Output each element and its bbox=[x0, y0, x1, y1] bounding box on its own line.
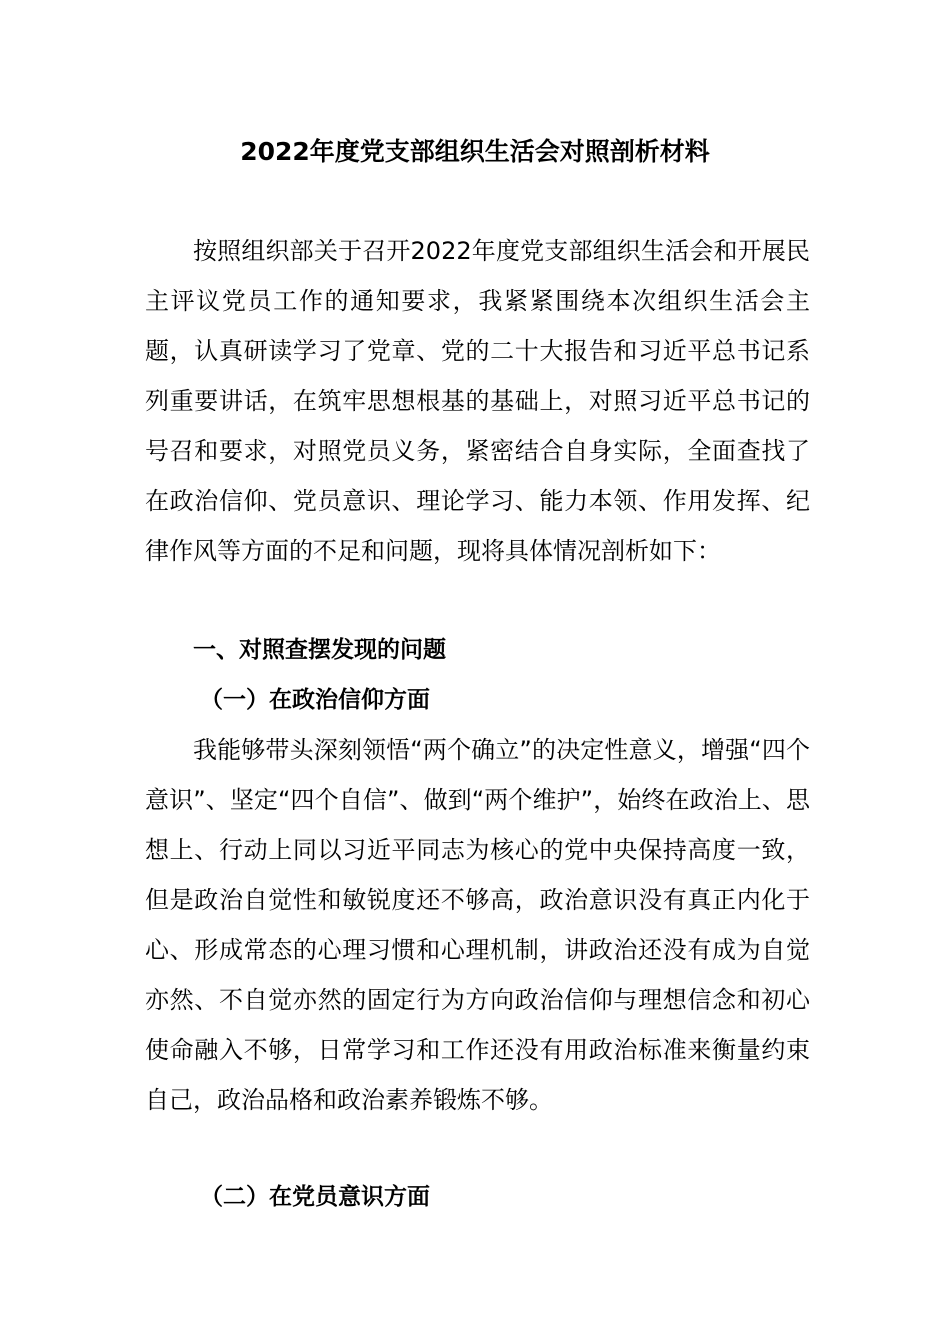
political-belief-paragraph: 我能够带头深刻领悟“两个确立”的决定性意义，增强“四个意识”、坚定“四个自信”、做到“两个维护”，始终在政治上、思想上、行动上同以习近平同志为核心的党中央保持高度一致，但是政治自觉性和敏锐度还不够高，政治意识没有真正内化于心、形成常态的心理习惯和心理机制，讲政治还没有成为自觉亦然、不自觉亦然的固定行为方向政治信仰与理想信念和初心使命融入不够，日常学习和工作还没有用政治标准来衡量约束自己，政治品格和政治素养锻炼不够。 bbox=[145, 736, 810, 1114]
intro-paragraph: 按照组织部关于召开2022年度党支部组织生活会和开展民主评议党员工作的通知要求，我紧紧围绕本次组织生活会主题，认真研读学习了党章、党的二十大报告和习近平总书记系列重要讲话，在筑牢思想根基的基础上，对照习近平总书记的号召和要求，对照党员义务，紧密结合自身实际，全面查找了在政治信仰、党员意识、理论学习、能力本领、作用发挥、纪律作风等方面的不足和问题，现将具体情况剖析如下： bbox=[145, 237, 810, 565]
subsection-heading-party-awareness: （二）在党员意识方面 bbox=[200, 1184, 430, 1210]
document-title: 2022年度党支部组织生活会对照剖析材料 bbox=[240, 137, 710, 166]
subsection-heading-political-belief: （一）在政治信仰方面 bbox=[200, 687, 430, 713]
section-heading-problems: 一、对照查摆发现的问题 bbox=[193, 637, 446, 663]
